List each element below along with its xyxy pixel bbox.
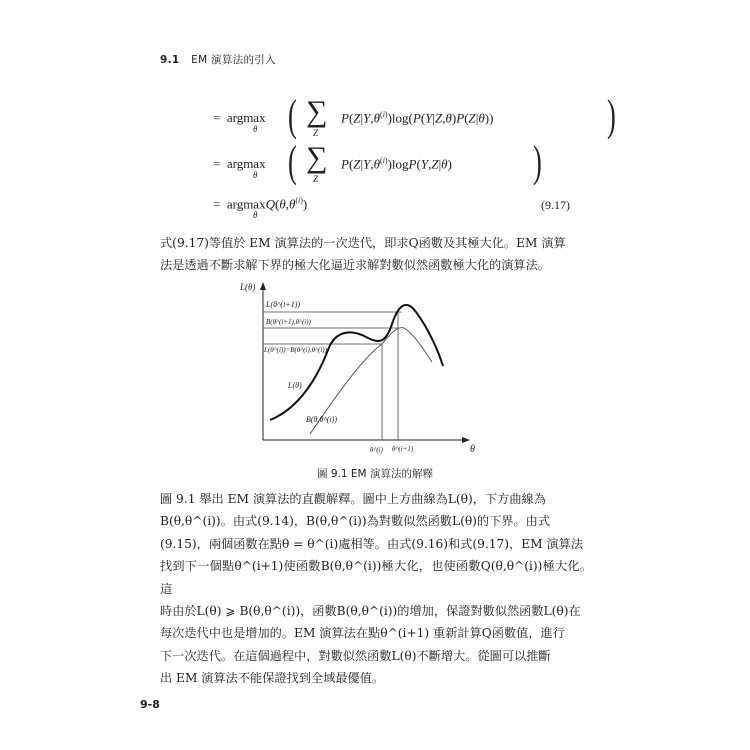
paragraph-2-line-5: 時由於L(θ) ⩾ B(θ,θ^(i))，函數B(θ,θ^(i))的增加，保證對數似然函數L(θ)在 xyxy=(160,604,581,619)
figure-caption: 圖 9.1 EM 演算法的解釋 xyxy=(317,468,433,480)
tick-theta-i: θ^(i) xyxy=(370,446,383,454)
running-header xyxy=(160,52,276,67)
paragraph-2-line-1: 圖 9.1 舉出 EM 演算法的直觀解釋。圖中上方曲線為L(θ)，下方曲線為 xyxy=(160,492,546,506)
x-axis-label: θ xyxy=(470,444,475,455)
paragraph-2-line-4: 找到下一個點θ^(i+1)使函數B(θ,θ^(i))極大化，也使函數Q(θ,θ^(i))極大化。這 xyxy=(160,559,592,596)
equation-number: (9.17) xyxy=(541,198,570,212)
paragraph-2-line-7: 下一次迭代。在這個過程中，對數似然函數L(θ)不斷增大。從圖可以推斷 xyxy=(160,648,551,663)
label-B-next: B(θ^(i+1),θ^(i)) xyxy=(266,318,311,326)
y-axis-label: L(θ) xyxy=(240,282,256,292)
section-title: EM 演算法的引入 xyxy=(191,54,276,66)
paragraph-2-line-6: 每次迭代中也是增加的。EM 演算法在點θ^(i+1) 重新計算Q函數值，進行 xyxy=(160,626,565,641)
label-L-next: L(θ^(i+1)) xyxy=(266,300,301,309)
paragraph-1 xyxy=(160,232,592,277)
paragraph-1-line-1: 式(9.17)等值於 EM 演算法的一次迭代，即求Q函數及其極大化。EM 演算 xyxy=(160,236,566,250)
label-equal: L(θ^(i))=B(θ^(i),θ^(i)) xyxy=(264,346,327,354)
y-axis-arrow xyxy=(260,282,266,290)
paragraph-2-line-3: (9.15)，兩個函數在點θ = θ^(i)處相等。由式(9.16)和式(9.17)，EM 演算法 xyxy=(160,536,584,551)
page-number: 9-8 xyxy=(140,698,160,711)
x-axis-arrow xyxy=(462,437,470,443)
paragraph-2-line-8: 出 EM 演算法不能保證找到全域最優值。 xyxy=(160,671,385,686)
paragraph-1-line-2: 法是透過不斷求解下界的極大化逼近求解對數似然函數極大化的演算法。 xyxy=(160,258,550,273)
section-number: 9.1 xyxy=(160,54,180,66)
curve-B-label: B(θ,θ^(i)) xyxy=(306,415,337,424)
figure-em-explanation xyxy=(230,280,490,460)
paragraph-2-line-2: B(θ,θ^(i))。由式(9.14)，B(θ,θ^(i))為對數似然函數L(θ)的下界。由式 xyxy=(160,514,551,529)
curve-L-label: L(θ) xyxy=(288,381,302,390)
paragraph-2 xyxy=(160,488,592,690)
tick-theta-next: θ^(i+1) xyxy=(392,445,414,453)
